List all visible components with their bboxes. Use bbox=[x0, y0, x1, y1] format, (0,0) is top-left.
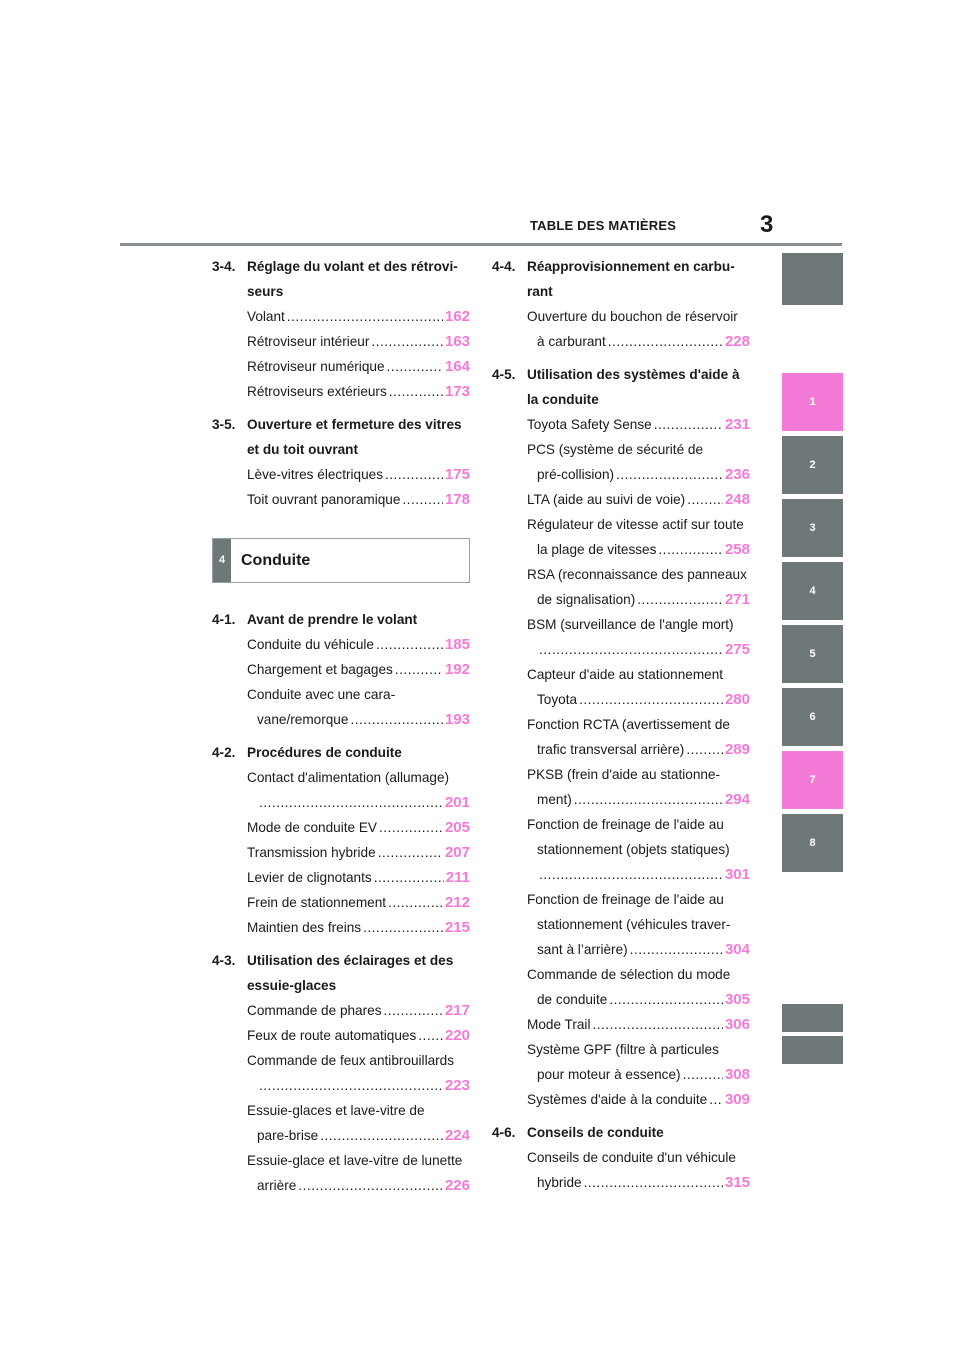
section-title-cont: la conduite bbox=[527, 392, 599, 407]
section-number: 3-5. bbox=[212, 417, 236, 432]
toc-column-left bbox=[212, 252, 470, 1204]
section-title-cont: et du toit ouvrant bbox=[247, 442, 359, 457]
section-gap bbox=[492, 354, 750, 360]
toc-entry-text: Mode de conduite EV bbox=[247, 820, 377, 835]
leader-dots bbox=[298, 1173, 443, 1198]
leader-dots bbox=[686, 737, 723, 762]
toc-entry-line bbox=[247, 304, 470, 329]
toc-entry-line bbox=[527, 887, 750, 912]
page-reference[interactable]: 223 bbox=[444, 1077, 470, 1094]
toc-entry-text: pare-brise bbox=[257, 1128, 319, 1143]
toc-entry-text: Fonction de freinage de l'aide au bbox=[527, 817, 724, 832]
toc-entry-text: Levier de clignotants bbox=[247, 870, 372, 885]
toc-entry-line bbox=[527, 662, 750, 687]
toc-entry[interactable] bbox=[212, 1098, 470, 1148]
toc-entry-line bbox=[527, 512, 750, 537]
toc-entry-line bbox=[527, 329, 750, 354]
leader-dots bbox=[259, 790, 443, 815]
toc-entry[interactable] bbox=[492, 412, 750, 437]
toc-entry-text: Système GPF (filtre à particules bbox=[527, 1042, 719, 1057]
chapter-tab[interactable] bbox=[782, 1004, 843, 1032]
toc-entry[interactable] bbox=[212, 354, 470, 379]
section-gap bbox=[212, 732, 470, 738]
toc-entry-text: PCS (système de sécurité de bbox=[527, 442, 704, 457]
toc-entry[interactable] bbox=[492, 962, 750, 1012]
toc-entry-line bbox=[247, 657, 470, 682]
toc-entry-line bbox=[527, 1145, 750, 1170]
toc-entry-text: BSM (surveillance de l'angle mort) bbox=[527, 617, 734, 632]
toc-entry-line bbox=[247, 765, 470, 790]
leader-dots bbox=[389, 379, 443, 404]
toc-entry-line bbox=[527, 962, 750, 987]
page-reference[interactable]: 306 bbox=[724, 1016, 750, 1033]
toc-entry-text: Rétroviseur intérieur bbox=[247, 334, 370, 349]
toc-entry-line bbox=[527, 412, 750, 437]
page-reference[interactable]: 236 bbox=[724, 466, 750, 483]
toc-entry[interactable] bbox=[492, 662, 750, 712]
toc-entry-text: Chargement et bagages bbox=[247, 662, 393, 677]
leader-dots bbox=[384, 998, 443, 1023]
toc-entry[interactable] bbox=[492, 437, 750, 487]
toc-entry-line bbox=[247, 462, 470, 487]
page-reference[interactable]: 258 bbox=[724, 541, 750, 558]
page-reference[interactable]: 224 bbox=[444, 1127, 470, 1144]
section-heading bbox=[212, 254, 470, 304]
toc-entry-line bbox=[247, 707, 470, 732]
toc-entry-text: Rétroviseur numérique bbox=[247, 359, 385, 374]
toc-entry[interactable] bbox=[492, 612, 750, 662]
toc-entry-line bbox=[527, 987, 750, 1012]
toc-entry-text: Contact d'alimentation (allumage) bbox=[247, 770, 450, 785]
toc-entry-line bbox=[527, 637, 750, 662]
chapter-title: Conduite bbox=[241, 552, 311, 569]
toc-entry[interactable] bbox=[492, 762, 750, 812]
section-title-cont: essuie-glaces bbox=[247, 978, 337, 993]
toc-entry-text: ment) bbox=[537, 792, 572, 807]
toc-entry[interactable] bbox=[212, 1048, 470, 1098]
toc-entry-text: pré-collision) bbox=[537, 467, 615, 482]
leader-dots bbox=[350, 707, 443, 732]
section-title-cont: seurs bbox=[247, 284, 284, 299]
toc-entry[interactable] bbox=[492, 1037, 750, 1087]
leader-dots bbox=[387, 354, 443, 379]
toc-entry-line bbox=[527, 587, 750, 612]
leader-dots bbox=[539, 862, 723, 887]
page-reference[interactable]: 164 bbox=[444, 358, 470, 375]
leader-dots bbox=[608, 329, 723, 354]
toc-entry-line bbox=[247, 632, 470, 657]
section-gap bbox=[212, 1198, 470, 1204]
toc-entry-line bbox=[527, 1087, 750, 1112]
toc-entry[interactable] bbox=[212, 840, 470, 865]
toc-entry-text: Feux de route automatiques bbox=[247, 1028, 417, 1043]
toc-entry-line bbox=[527, 487, 750, 512]
page-reference[interactable]: 275 bbox=[724, 641, 750, 658]
page-reference[interactable]: 304 bbox=[724, 941, 750, 958]
toc-entry-line bbox=[247, 379, 470, 404]
leader-dots bbox=[259, 1073, 443, 1098]
page-reference[interactable]: 271 bbox=[724, 591, 750, 608]
toc-entry-text: de conduite bbox=[537, 992, 608, 1007]
toc-entry-line bbox=[527, 837, 750, 862]
page-reference[interactable]: 193 bbox=[444, 711, 470, 728]
section-heading bbox=[212, 607, 470, 632]
leader-dots bbox=[402, 487, 443, 512]
page-reference[interactable]: 205 bbox=[444, 819, 470, 836]
toc-entry-text: la plage de vitesses bbox=[537, 542, 657, 557]
section-title-cont: rant bbox=[527, 284, 553, 299]
toc-entry-line bbox=[527, 304, 750, 329]
page-reference[interactable]: 192 bbox=[444, 661, 470, 678]
page-reference[interactable]: 231 bbox=[724, 416, 750, 433]
leader-dots bbox=[374, 865, 444, 890]
section-number: 4-3. bbox=[212, 953, 236, 968]
toc-entry[interactable] bbox=[212, 487, 470, 512]
page-reference[interactable]: 220 bbox=[444, 1027, 470, 1044]
toc-entry-line bbox=[527, 787, 750, 812]
toc-entry-line bbox=[247, 1148, 470, 1173]
toc-entry-line bbox=[247, 865, 470, 890]
section-heading bbox=[212, 740, 470, 765]
toc-entry-line bbox=[247, 815, 470, 840]
leader-dots bbox=[654, 412, 723, 437]
toc-entry-text: Conduite avec une cara- bbox=[247, 687, 396, 702]
section-title: Avant de prendre le volant bbox=[247, 612, 418, 627]
toc-entry-line bbox=[527, 437, 750, 462]
chapter-tab[interactable]: 5 bbox=[782, 625, 843, 683]
page-reference[interactable]: 201 bbox=[444, 794, 470, 811]
toc-entry-text: PKSB (frein d'aide au stationne- bbox=[527, 767, 721, 782]
toc-entry-text: Fonction de freinage de l'aide au bbox=[527, 892, 724, 907]
page-reference[interactable]: 207 bbox=[444, 844, 470, 861]
toc-entry-line bbox=[527, 537, 750, 562]
chapter-tab[interactable] bbox=[782, 1036, 843, 1064]
toc-entry-text: Toit ouvrant panoramique bbox=[247, 492, 401, 507]
toc-entry-line bbox=[247, 840, 470, 865]
chapter-tab[interactable]: 3 bbox=[782, 499, 843, 557]
section-gap bbox=[212, 512, 470, 518]
toc-entry-line bbox=[527, 612, 750, 637]
toc-entry[interactable] bbox=[212, 998, 470, 1023]
toc-entry[interactable] bbox=[492, 562, 750, 612]
toc-entry-text: RSA (reconnaissance des panneaux bbox=[527, 567, 747, 582]
toc-entry-text: sant à l’arrière) bbox=[537, 942, 628, 957]
leader-dots bbox=[683, 1062, 723, 1087]
toc-entry-text: hybride bbox=[537, 1175, 582, 1190]
toc-entry-line bbox=[527, 812, 750, 837]
toc-entry-text: Systèmes d'aide à la conduite bbox=[527, 1092, 708, 1107]
toc-entry-line bbox=[527, 862, 750, 887]
toc-entry-text: Maintien des freins bbox=[247, 920, 362, 935]
page-reference[interactable]: 289 bbox=[724, 741, 750, 758]
toc-entry[interactable] bbox=[212, 915, 470, 940]
toc-entry-text: Toyota Safety Sense bbox=[527, 417, 652, 432]
toc-entry-text: Lève-vitres électriques bbox=[247, 467, 383, 482]
page-reference[interactable]: 217 bbox=[444, 1002, 470, 1019]
toc-entry[interactable] bbox=[212, 865, 470, 890]
leader-dots bbox=[363, 915, 443, 940]
leader-dots bbox=[320, 1123, 443, 1148]
toc-entry[interactable] bbox=[212, 815, 470, 840]
toc-entry-line bbox=[527, 1170, 750, 1195]
toc-entry-text: pour moteur à essence) bbox=[537, 1067, 681, 1082]
leader-dots bbox=[378, 840, 443, 865]
toc-entry-line bbox=[527, 462, 750, 487]
leader-dots bbox=[592, 1012, 723, 1037]
toc-entry-text: stationnement (objets statiques) bbox=[537, 842, 730, 857]
toc-column-right bbox=[492, 252, 750, 1201]
toc-entry-text: Ouverture du bouchon de réservoir bbox=[527, 309, 738, 324]
chapter-tab[interactable]: 1 bbox=[782, 373, 843, 431]
toc-entry[interactable] bbox=[492, 512, 750, 562]
leader-dots bbox=[637, 587, 723, 612]
toc-entry-text: Transmission hybride bbox=[247, 845, 376, 860]
leader-dots bbox=[539, 637, 723, 662]
toc-entry[interactable] bbox=[212, 462, 470, 487]
section-title: Utilisation des systèmes d'aide à bbox=[527, 367, 740, 382]
toc-entry-text: Essuie-glaces et lave-vitre de bbox=[247, 1103, 425, 1118]
toc-entry-text: trafic transversal arrière) bbox=[537, 742, 685, 757]
toc-entry-text: Essuie-glace et lave-vitre de lunette bbox=[247, 1153, 463, 1168]
toc-entry-text: Commande de phares bbox=[247, 1003, 382, 1018]
toc-entry[interactable] bbox=[492, 487, 750, 512]
toc-entry[interactable] bbox=[212, 1148, 470, 1198]
leader-dots bbox=[376, 632, 443, 657]
toc-entry-line bbox=[527, 737, 750, 762]
leader-dots bbox=[418, 1023, 443, 1048]
page-number: 3 bbox=[760, 211, 774, 238]
chapter-tab[interactable]: 7 bbox=[782, 751, 843, 809]
leader-dots bbox=[395, 657, 443, 682]
section-heading bbox=[492, 254, 750, 304]
leader-dots bbox=[584, 1170, 723, 1195]
toc-entry-line bbox=[247, 1073, 470, 1098]
leader-dots bbox=[630, 937, 723, 962]
section-title: Ouverture et fermeture des vitres bbox=[247, 417, 462, 432]
toc-entry-text: arrière bbox=[257, 1178, 297, 1193]
chapter-header bbox=[212, 538, 470, 583]
toc-entry[interactable] bbox=[492, 712, 750, 762]
toc-entry[interactable] bbox=[212, 1023, 470, 1048]
page-reference[interactable]: 215 bbox=[444, 919, 470, 936]
chapter-tab[interactable]: 8 bbox=[782, 814, 843, 872]
leader-dots bbox=[388, 890, 443, 915]
section-number: 4-5. bbox=[492, 367, 516, 382]
section-number: 4-2. bbox=[212, 745, 236, 760]
toc-entry[interactable] bbox=[212, 890, 470, 915]
toc-entry-text: Frein de stationnement bbox=[247, 895, 387, 910]
toc-entry[interactable] bbox=[492, 887, 750, 962]
section-title: Conseils de conduite bbox=[527, 1125, 664, 1140]
header-title: TABLE DES MATIÈRES bbox=[530, 218, 677, 233]
section-number: 4-1. bbox=[212, 612, 236, 627]
toc-entry[interactable] bbox=[212, 632, 470, 657]
toc-entry-line bbox=[527, 1062, 750, 1087]
toc-entry-line bbox=[247, 354, 470, 379]
toc-entry-text: Capteur d'aide au stationnement bbox=[527, 667, 724, 682]
toc-entry[interactable] bbox=[492, 1087, 750, 1112]
page-reference[interactable]: 228 bbox=[724, 333, 750, 350]
section-heading bbox=[492, 1120, 750, 1145]
chapter-tab[interactable]: 6 bbox=[782, 688, 843, 746]
toc-entry-line bbox=[247, 682, 470, 707]
toc-entry-line bbox=[527, 687, 750, 712]
section-gap bbox=[212, 940, 470, 946]
leader-dots bbox=[579, 687, 723, 712]
page-reference[interactable]: 226 bbox=[444, 1177, 470, 1194]
page-reference[interactable]: 185 bbox=[444, 636, 470, 653]
page-reference[interactable]: 212 bbox=[444, 894, 470, 911]
toc-entry-line bbox=[527, 762, 750, 787]
toc-entry-text: Mode Trail bbox=[527, 1017, 591, 1032]
toc-entry[interactable] bbox=[212, 765, 470, 815]
section-heading bbox=[212, 412, 470, 462]
toc-entry[interactable] bbox=[212, 657, 470, 682]
section-number: 4-6. bbox=[492, 1125, 516, 1140]
leader-dots bbox=[287, 304, 443, 329]
toc-entry[interactable] bbox=[212, 682, 470, 732]
page-reference[interactable]: 178 bbox=[444, 491, 470, 508]
page-reference[interactable]: 315 bbox=[724, 1174, 750, 1191]
toc-entry-line bbox=[247, 487, 470, 512]
toc-entry-line bbox=[527, 937, 750, 962]
page-reference[interactable]: 280 bbox=[724, 691, 750, 708]
toc-entry[interactable] bbox=[492, 1145, 750, 1195]
page-reference[interactable]: 211 bbox=[445, 869, 470, 886]
page-reference[interactable]: 162 bbox=[444, 308, 470, 325]
toc-entry-line bbox=[527, 1012, 750, 1037]
toc-entry-text: Toyota bbox=[537, 692, 578, 707]
section-gap bbox=[212, 404, 470, 410]
section-title: Réapprovisionnement en carbu- bbox=[527, 259, 735, 274]
toc-entry-text: Commande de feux antibrouillards bbox=[247, 1053, 455, 1068]
toc-entry[interactable] bbox=[212, 329, 470, 354]
leader-dots bbox=[609, 987, 723, 1012]
toc-entry[interactable] bbox=[212, 379, 470, 404]
page-reference[interactable]: 248 bbox=[724, 491, 750, 508]
toc-entry-line bbox=[247, 1048, 470, 1073]
toc-entry-text: Rétroviseurs extérieurs bbox=[247, 384, 387, 399]
toc-entry-text: Conseils de conduite d'un véhicule bbox=[527, 1150, 736, 1165]
toc-entry-text: à carburant bbox=[537, 334, 606, 349]
toc-entry-text: LTA (aide au suivi de voie) bbox=[527, 492, 686, 507]
toc-entry[interactable] bbox=[492, 812, 750, 887]
toc-entry-line bbox=[247, 1123, 470, 1148]
toc-entry-line bbox=[247, 1098, 470, 1123]
section-title: Procédures de conduite bbox=[247, 745, 402, 760]
toc-entry[interactable] bbox=[492, 1012, 750, 1037]
toc-entry-text: Volant bbox=[247, 309, 285, 324]
toc-entry-line bbox=[527, 912, 750, 937]
leader-dots bbox=[687, 487, 723, 512]
toc-entry-text: Régulateur de vitesse actif sur toute bbox=[527, 517, 744, 532]
section-title: Réglage du volant et des rétrovi- bbox=[247, 259, 458, 274]
toc-entry-line bbox=[527, 562, 750, 587]
header-divider bbox=[120, 243, 842, 246]
page-reference[interactable]: 294 bbox=[724, 791, 750, 808]
toc-entry-line bbox=[247, 329, 470, 354]
page-reference[interactable]: 173 bbox=[444, 383, 470, 400]
chapter-number: 4 bbox=[213, 539, 231, 582]
toc-entry-line bbox=[247, 890, 470, 915]
page-reference[interactable]: 309 bbox=[724, 1091, 750, 1108]
chapter-tab[interactable]: 4 bbox=[782, 562, 843, 620]
page-reference[interactable]: 175 bbox=[444, 466, 470, 483]
toc-entry-line bbox=[247, 1023, 470, 1048]
section-number: 4-4. bbox=[492, 259, 516, 274]
chapter-tab[interactable] bbox=[782, 253, 843, 305]
leader-dots bbox=[709, 1087, 723, 1112]
toc-entry-text: vane/remorque bbox=[257, 712, 349, 727]
leader-dots bbox=[616, 462, 723, 487]
section-gap bbox=[492, 1112, 750, 1118]
toc-entry-text: Fonction RCTA (avertissement de bbox=[527, 717, 730, 732]
page-reference[interactable]: 163 bbox=[444, 333, 470, 350]
section-heading bbox=[212, 948, 470, 998]
toc-entry[interactable] bbox=[492, 304, 750, 354]
section-number: 3-4. bbox=[212, 259, 236, 274]
page-reference[interactable]: 308 bbox=[724, 1066, 750, 1083]
section-title: Utilisation des éclairages et des bbox=[247, 953, 454, 968]
chapter-tab[interactable]: 2 bbox=[782, 436, 843, 494]
leader-dots bbox=[658, 537, 723, 562]
toc-entry-text: Commande de sélection du mode bbox=[527, 967, 731, 982]
toc-entry-text: Conduite du véhicule bbox=[247, 637, 374, 652]
toc-entry-line bbox=[247, 790, 470, 815]
toc-entry-line bbox=[247, 998, 470, 1023]
leader-dots bbox=[371, 329, 443, 354]
toc-entry-text: stationnement (véhicules traver- bbox=[537, 917, 731, 932]
leader-dots bbox=[574, 787, 723, 812]
toc-entry[interactable] bbox=[212, 304, 470, 329]
page-reference[interactable]: 305 bbox=[724, 991, 750, 1008]
toc-entry-line bbox=[527, 712, 750, 737]
toc-entry-text: de signalisation) bbox=[537, 592, 636, 607]
leader-dots bbox=[385, 462, 443, 487]
section-heading bbox=[492, 362, 750, 412]
leader-dots bbox=[379, 815, 443, 840]
toc-entry-line bbox=[527, 1037, 750, 1062]
page-reference[interactable]: 301 bbox=[724, 866, 750, 883]
toc-entry-line bbox=[247, 915, 470, 940]
section-gap bbox=[492, 1195, 750, 1201]
toc-entry-line bbox=[247, 1173, 470, 1198]
